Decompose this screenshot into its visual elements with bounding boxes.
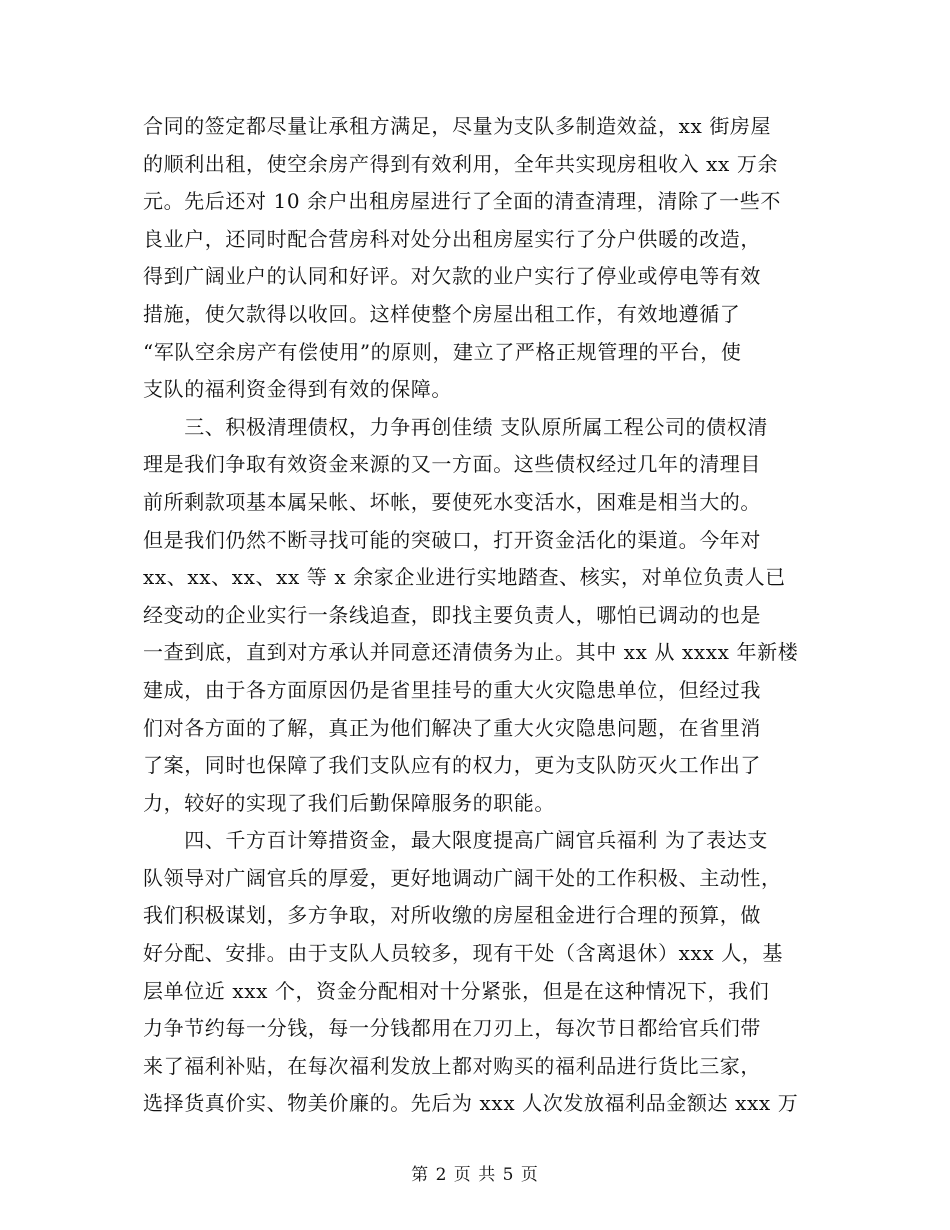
text-line: 建成，由于各方面原因仍是省里挂号的重大火灾隐患单位，但经过我 [143, 677, 761, 702]
text-line: 支队的福利资金得到有效的保障。 [143, 377, 452, 402]
text-line: 好分配、安排。由于支队人员较多，现有干处（含离退休）xxx 人，基 [143, 941, 783, 966]
text-line: 但是我们仍然不断寻找可能的突破口，打开资金活化的渠道。今年对 [143, 527, 761, 552]
text-line: 力争节约每一分钱，每一分钱都用在刀刃上，每次节日都给官兵们带 [143, 1016, 761, 1041]
page-number-footer: 第 2 页 共 5 页 [411, 1165, 539, 1185]
text-line: 了案，同时也保障了我们支队应有的权力，更为支队防灭火工作出了 [143, 753, 761, 778]
text-line: “军队空余房产有偿使用”的原则，建立了严格正规管理的平台，使 [143, 339, 742, 364]
text-line: 来了福利补贴，在每次福利发放上都对购买的福利品进行货比三家， [143, 1053, 761, 1078]
text-line: 得到广阔业户的认同和好评。对欠款的业户实行了停业或停电等有效 [143, 264, 761, 289]
text-line: 一查到底，直到对方承认并同意还清债务为止。其中 xx 从 xxxx 年新楼 [143, 640, 799, 665]
text-line: 层单位近 xxx 个，资金分配相对十分紧张，但是在这种情况下，我们 [143, 978, 770, 1003]
text-line: 选择货真价实、物美价廉的。先后为 xxx 人次发放福利品金额达 xxx 万 [143, 1091, 799, 1116]
text-line: 们对各方面的了解，真正为他们解决了重大火灾隐患问题，在省里消 [143, 715, 761, 740]
text-line: 理是我们争取有效资金来源的又一方面。这些债权经过几年的清理目 [143, 452, 761, 477]
text-line: 我们积极谋划，多方争取，对所收缴的房屋租金进行合理的预算，做 [143, 903, 761, 928]
text-line: 措施，使欠款得以收回。这样使整个房屋出租工作，有效地遵循了 [143, 301, 741, 326]
text-line: 前所剩款项基本属呆帐、坏帐，要使死水变活水，困难是相当大的。 [143, 489, 761, 514]
text-line: 经变动的企业实行一条线追查，即找主要负责人，哪怕已调动的也是 [143, 602, 761, 627]
text-line: 元。先后还对 10 余户出租房屋进行了全面的清查清理，清除了一些不 [143, 189, 781, 214]
text-line: 的顺利出租，使空余房产得到有效利用，全年共实现房租收入 xx 万余 [143, 151, 779, 176]
text-line: 力，较好的实现了我们后勤保障服务的职能。 [143, 790, 555, 815]
text-line: xx、xx、xx、xx 等 x 余家企业进行实地踏查、核实，对单位负责人已 [143, 565, 786, 590]
text-line: 良业户，还同时配合营房科对处分出租房屋实行了分户供暖的改造， [143, 226, 761, 251]
text-line: 队领导对广阔官兵的厚爱，更好地调动广阔干处的工作积极、主动性， [143, 865, 782, 890]
document-body [143, 108, 813, 1123]
section-heading-line: 三、积极清理债权，力争再创佳绩 支队原所属工程公司的债权清 [143, 414, 768, 439]
section-heading-line: 四、千方百计筹措资金，最大限度提高广阔官兵福利 为了表达支 [143, 828, 768, 853]
text-line: 合同的签定都尽量让承租方满足，尽量为支队多制造效益，xx 街房屋 [143, 114, 772, 138]
